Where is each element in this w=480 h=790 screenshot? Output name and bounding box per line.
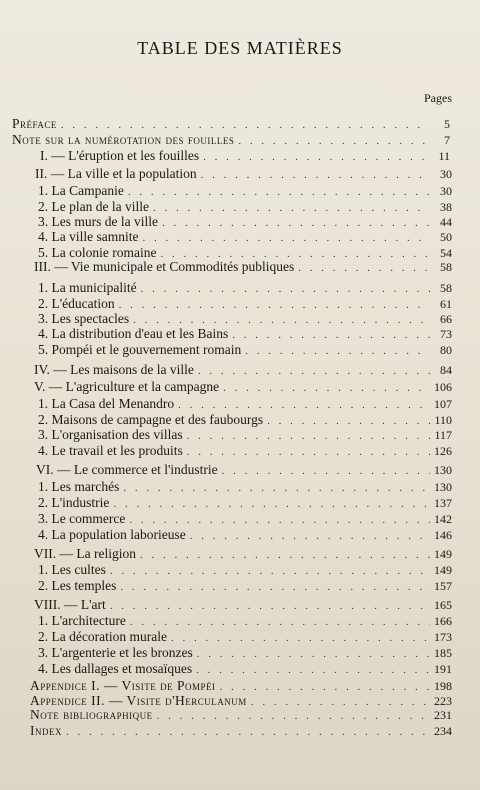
dot-leader <box>130 616 430 628</box>
toc-entry-title: 2. Le plan de la ville <box>38 199 149 214</box>
toc-entry-page: 80 <box>440 343 452 357</box>
toc-entry-page: 44 <box>440 215 452 229</box>
dot-leader <box>61 119 428 131</box>
toc-entry-title: 3. L'organisation des villas <box>38 427 183 442</box>
toc-entry-page: 137 <box>434 496 452 510</box>
toc-entry-page: 50 <box>440 230 452 244</box>
toc-entry <box>30 707 452 723</box>
dot-leader <box>157 710 430 722</box>
toc-entry <box>38 479 452 495</box>
toc-entry-title: 1. La municipalité <box>38 280 137 295</box>
toc-entry-page: 58 <box>440 281 452 295</box>
toc-entry-page: 38 <box>440 200 452 214</box>
toc-entry-page: 191 <box>434 662 452 676</box>
dot-leader <box>119 299 430 311</box>
page-title: TABLE DES MATIÈRES <box>137 38 343 58</box>
toc-entry-page: 231 <box>434 708 452 722</box>
dot-leader <box>223 382 430 394</box>
toc-entry-page: 198 <box>434 679 452 693</box>
toc-entry-page: 234 <box>434 724 452 738</box>
toc-entry-page: 130 <box>434 463 452 477</box>
toc-entry-page: 130 <box>434 480 452 494</box>
toc-entry-title: 3. Les spectacles <box>38 311 130 326</box>
toc-entry-title: 1. Les cultes <box>38 562 106 577</box>
pages-column-header: Pages <box>424 91 452 105</box>
toc-entry <box>38 296 452 312</box>
toc-entry-title: 1. L'architecture <box>38 613 126 628</box>
toc-entry <box>38 412 452 428</box>
toc-entry <box>38 661 452 677</box>
dot-leader <box>129 514 430 526</box>
dot-leader <box>238 135 428 147</box>
dot-leader <box>197 648 430 660</box>
toc-entry <box>34 597 452 613</box>
dot-leader <box>267 415 430 427</box>
toc-entry-title: 4. Le travail et les produits <box>38 443 183 458</box>
dot-leader <box>66 726 430 738</box>
toc-entry-page: 11 <box>438 149 450 163</box>
toc-entry-page: 117 <box>434 428 452 442</box>
toc-entry-title: 2. L'éducation <box>38 296 115 311</box>
dot-leader <box>110 600 430 612</box>
dot-leader <box>201 169 430 181</box>
toc-entry <box>34 362 452 378</box>
toc-entry <box>38 629 452 645</box>
dot-leader <box>133 314 430 326</box>
toc-entry-page: 58 <box>440 260 452 274</box>
toc-entry <box>35 166 452 182</box>
toc-entry-page: 54 <box>440 246 452 260</box>
toc-entry-page: 173 <box>434 630 452 644</box>
toc-entry-title: 4. La ville samnite <box>38 229 139 244</box>
toc-entry <box>34 379 452 395</box>
toc-entry <box>38 229 452 245</box>
toc-entry-title: IV. — Les maisons de la ville <box>34 362 194 377</box>
dot-leader <box>232 329 430 341</box>
toc-entry-title: I. — L'éruption et les fouilles <box>40 148 200 163</box>
toc-entry <box>38 495 452 511</box>
toc-entry-title: V. — L'agriculture et la campagne <box>34 379 220 394</box>
toc-entry-title: Note bibliographique <box>30 707 153 722</box>
toc-entry-page: 149 <box>434 547 452 561</box>
toc-entry-title: VI. — Le commerce et l'industrie <box>36 462 218 477</box>
toc-entry-page: 142 <box>434 512 452 526</box>
dot-leader <box>196 664 430 676</box>
toc-entry-title: 4. La population laborieuse <box>38 527 186 542</box>
toc-entry-title: 3. L'argenterie et les bronzes <box>38 645 193 660</box>
toc-entry-title: 3. Les murs de la ville <box>38 214 158 229</box>
toc-entry-page: 110 <box>434 413 452 427</box>
dot-leader <box>123 482 430 494</box>
toc-entry <box>38 427 452 443</box>
toc-entry-title: 1. La Casa del Menandro <box>38 396 175 411</box>
dot-leader <box>198 365 430 377</box>
toc-entry-title: Appendice II. — Visite d'Herculanum <box>30 693 247 708</box>
toc-entry-page: 223 <box>434 694 452 708</box>
toc-entry-page: 126 <box>434 444 452 458</box>
toc-entry-title: 4. Les dallages et mosaïques <box>38 661 193 676</box>
toc-entry-title: Appendice I. — Visite de Pompéi <box>30 678 216 693</box>
dot-leader <box>171 632 430 644</box>
toc-entry <box>38 183 452 199</box>
dot-leader <box>203 151 428 163</box>
dot-leader <box>220 681 430 693</box>
toc-entry <box>38 311 452 327</box>
toc-entry <box>34 259 452 275</box>
dot-leader <box>113 498 430 510</box>
toc-entry-page: 7 <box>444 133 450 147</box>
toc-entry-title: 1. La Campanie <box>38 183 124 198</box>
toc-entry-page: 106 <box>434 380 452 394</box>
toc-entry <box>38 396 452 412</box>
toc-entry-title: 2. L'industrie <box>38 495 110 510</box>
toc-entry-title: Index <box>30 723 62 738</box>
dot-leader <box>128 186 430 198</box>
toc-entry <box>38 443 452 459</box>
dot-leader <box>142 232 430 244</box>
toc-entry <box>30 723 452 739</box>
toc-entry <box>40 148 450 164</box>
toc-entry-title: III. — Vie municipale et Commodités publiques <box>34 259 295 274</box>
toc-entry <box>34 546 452 562</box>
dot-leader <box>187 446 430 458</box>
toc-entry-title: 4. La distribution d'eau et les Bains <box>38 326 229 341</box>
toc-entry <box>38 645 452 661</box>
toc-entry <box>38 199 452 215</box>
toc-entry-title: 2. Maisons de campagne et des faubourgs <box>38 412 264 427</box>
toc-entry-title: 2. Les temples <box>38 578 117 593</box>
toc-entry-title: 5. Pompéi et le gouvernement romain <box>38 342 242 357</box>
toc-entry <box>38 342 452 358</box>
toc-entry-page: 5 <box>444 117 450 131</box>
toc-entry-page: 61 <box>440 297 452 311</box>
toc-entry-title: 1. Les marchés <box>38 479 120 494</box>
toc-entry <box>38 214 452 230</box>
toc-entry-title: 5. La colonie romaine <box>38 245 157 260</box>
toc-entry <box>38 562 452 578</box>
dot-leader <box>141 283 430 295</box>
toc-entry-page: 149 <box>434 563 452 577</box>
dot-leader <box>245 345 430 357</box>
toc-entry-title: II. — La ville et la population <box>35 166 197 181</box>
toc-entry <box>38 613 452 629</box>
toc-entry-title: VII. — La religion <box>34 546 136 561</box>
toc-entry-page: 146 <box>434 528 452 542</box>
dot-leader <box>222 465 430 477</box>
dot-leader <box>298 262 430 274</box>
toc-entry <box>30 678 452 694</box>
toc-entry-page: 73 <box>440 327 452 341</box>
dot-leader <box>178 399 430 411</box>
toc-entry-title: Note sur la numérotation des fouilles <box>12 132 235 147</box>
toc-entry-page: 107 <box>434 397 452 411</box>
toc-entry <box>12 116 450 132</box>
toc-entry-page: 165 <box>434 598 452 612</box>
toc-entry <box>38 326 452 342</box>
toc-entry-title: 2. La décoration murale <box>38 629 167 644</box>
toc-entry <box>38 527 452 543</box>
dot-leader <box>187 430 430 442</box>
toc-entry-page: 166 <box>434 614 452 628</box>
dot-leader <box>190 530 430 542</box>
toc-entry <box>38 578 452 594</box>
dot-leader <box>140 549 430 561</box>
dot-leader <box>162 217 430 229</box>
toc-entry-page: 185 <box>434 646 452 660</box>
toc-entry-page: 66 <box>440 312 452 326</box>
toc-entry <box>12 132 450 148</box>
toc-entry <box>38 280 452 296</box>
toc-entry-page: 30 <box>440 167 452 181</box>
dot-leader <box>110 565 430 577</box>
toc-entry <box>38 511 452 527</box>
toc-entry-page: 84 <box>440 363 452 377</box>
toc-entry-title: Préface <box>12 116 57 131</box>
toc-entry <box>36 462 452 478</box>
toc-entry-title: 3. Le commerce <box>38 511 126 526</box>
toc-entry-title: VIII. — L'art <box>34 597 106 612</box>
toc-entry-page: 157 <box>434 579 452 593</box>
toc-entry-page: 30 <box>440 184 452 198</box>
dot-leader <box>153 202 430 214</box>
dot-leader <box>120 581 430 593</box>
